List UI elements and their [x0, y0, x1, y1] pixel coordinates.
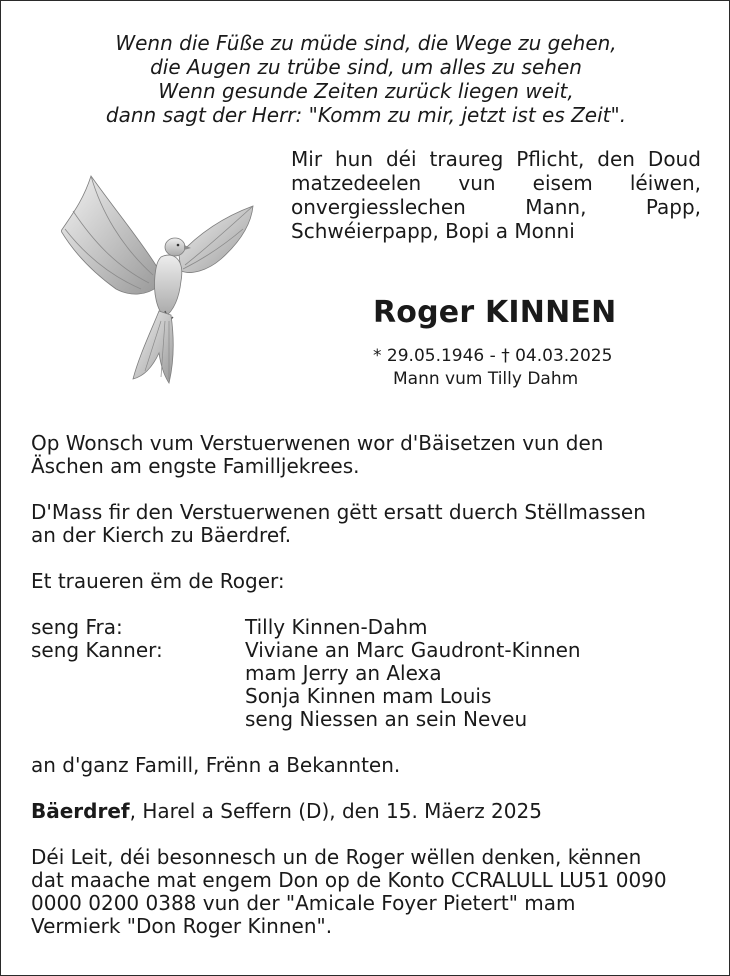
poem-line: die Augen zu trübe sind, um alles zu sehen — [150, 55, 582, 79]
mourner-name: seng Niessen an sein Neveu — [245, 707, 528, 731]
donation-line: 0000 0200 0388 vun der "Amicale Foyer Pietert" mam — [31, 891, 576, 915]
intro-word: matzedeelen — [291, 171, 422, 195]
intro-line — [291, 147, 701, 171]
deceased-name: Roger KINNEN — [373, 295, 617, 330]
intro-word: eisem — [532, 171, 593, 195]
life-dates — [373, 345, 612, 367]
body-line: an d'ganz Famill, Frënn a Bekannten. — [31, 753, 401, 777]
intro-text — [291, 147, 701, 243]
intro-word: hun — [335, 147, 374, 171]
death-date: † 04.03.2025 — [501, 346, 613, 366]
birth-date: * 29.05.1946 - — [373, 346, 496, 366]
body-line: Äschen am engste Familljekrees. — [31, 454, 360, 478]
donation-line: Vermierk "Don Roger Kinnen". — [31, 914, 333, 938]
intro-word: vun — [458, 171, 496, 195]
mourner-name: Tilly Kinnen-Dahm — [245, 615, 428, 639]
place-rest: , Harel a Seffern (D), den 15. Mäerz 2025 — [129, 799, 542, 823]
mourner-row-children — [31, 639, 711, 731]
place-date-line — [31, 800, 711, 823]
poem — [61, 31, 671, 127]
mourners-intro: Et traueren ëm de Roger: — [31, 569, 285, 593]
intro-word: onvergiesslechen — [291, 195, 466, 219]
intro-word: Pflicht, — [516, 147, 585, 171]
mourner-name: mam Jerry an Alexa — [245, 661, 442, 685]
body-line: an der Kierch zu Bäerdref. — [31, 523, 292, 547]
intro-line: Schwéierpapp, Bopi a Monni — [291, 219, 575, 243]
intro-word: Doud — [647, 147, 701, 171]
mourner-row-wife — [31, 616, 711, 639]
intro-line — [291, 195, 701, 219]
obituary-body — [31, 432, 711, 938]
spouse-line: Mann vum Tilly Dahm — [393, 369, 579, 389]
mourner-label: seng Kanner: — [31, 638, 163, 662]
intro-word: Papp, — [645, 195, 701, 219]
intro-word: léiwen, — [629, 171, 701, 195]
donation-line: dat maache mat engem Don op de Konto CCRALULL LU51 0090 — [31, 868, 667, 892]
mourner-name: Sonja Kinnen mam Louis — [245, 684, 492, 708]
donation-line: Déi Leit, déi besonnesch un de Roger wëllen denken, kënnen — [31, 845, 642, 869]
intro-word: Mann, — [525, 195, 587, 219]
poem-line: dann sagt der Herr: "Komm zu mir, jetzt ist es Zeit". — [105, 103, 627, 127]
intro-word: den — [597, 147, 635, 171]
intro-line — [291, 171, 701, 195]
intro-word: Mir — [291, 147, 323, 171]
place-bold: Bäerdref — [31, 799, 130, 823]
intro-word: traureg — [429, 147, 504, 171]
poem-line: Wenn gesunde Zeiten zurück liegen weit, — [158, 79, 574, 103]
mourner-name: Viviane an Marc Gaudront-Kinnen — [245, 638, 581, 662]
dove-image — [61, 171, 261, 386]
poem-line: Wenn die Füße zu müde sind, die Wege zu gehen, — [115, 31, 617, 55]
body-line: Op Wonsch vum Verstuerwenen wor d'Bäisetzen vun den — [31, 431, 604, 455]
intro-word: déi — [385, 147, 417, 171]
body-line: D'Mass fir den Verstuerwenen gëtt ersatt duerch Stëllmassen — [31, 500, 646, 524]
mourner-label: seng Fra: — [31, 615, 123, 639]
